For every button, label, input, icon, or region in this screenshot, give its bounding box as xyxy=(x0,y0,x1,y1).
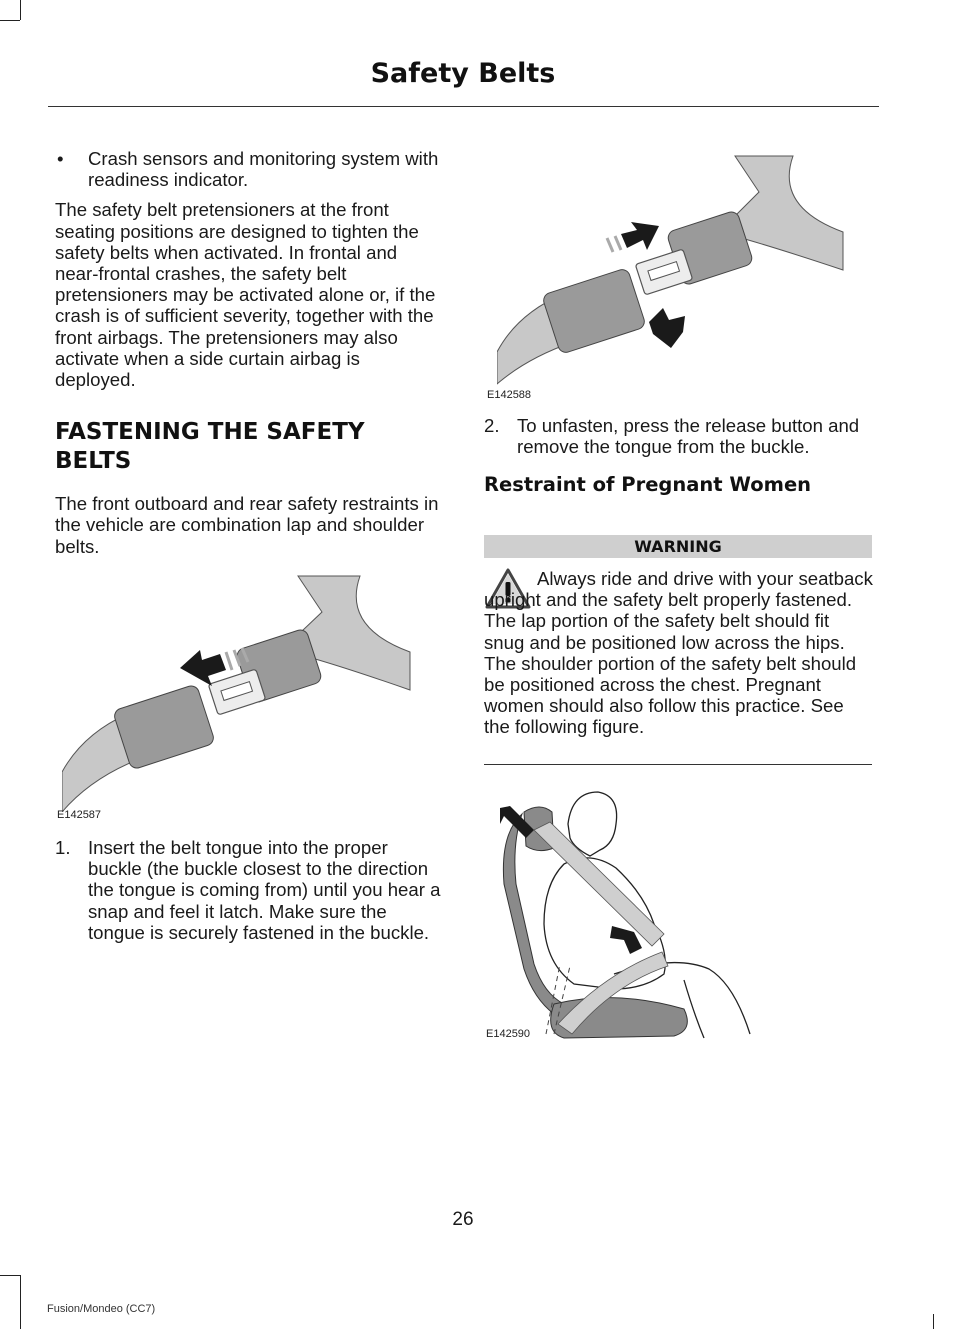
bullet-text: Crash sensors and monitoring system with readiness indicator. xyxy=(88,148,439,191)
bullet-dot: • xyxy=(57,148,64,169)
press-arrow-icon xyxy=(649,308,685,348)
page-number: 26 xyxy=(452,1209,474,1230)
belts-paragraph: The front outboard and rear safety restraints in the vehicle are combination lap and shoulder belts. xyxy=(55,493,439,557)
numbered-step xyxy=(484,415,874,457)
step-number: 2. xyxy=(484,415,500,436)
bullet-item xyxy=(55,148,445,190)
page-title: Safety Belts xyxy=(370,58,556,89)
section-heading: FASTENING THE SAFETY BELTS xyxy=(55,419,365,475)
header-divider xyxy=(48,106,879,107)
crop-mark xyxy=(933,1314,934,1329)
step-text: Insert the belt tongue into the proper buckle (the buckle closest to the direction the tongue is coming from) until you hear a snap and feel it latch. Make sure the tongue is securely fastened in the buckle. xyxy=(88,837,441,943)
pretensioner-paragraph: The safety belt pretensioners at the front seating positions are designed to tighten the safety belts when activated. In frontal and near-frontal crashes, the safety belt pretensioners may be activated alone or, if the crash is of sufficient severity, together with the front airbags. The pretensioners may also activate when a side curtain airbag is deployed. xyxy=(55,199,436,391)
tongue-latch xyxy=(542,268,647,355)
left-column xyxy=(55,148,445,557)
warning-text: Always ride and drive with your seatback upright and the safety belt properly fastened. The lap portion of the safety belt should fit snug and be positioned low across the hips. The shoulder portion of the safety belt should be positioned across the chest. Pregnant women should also follow this practice. See the following figure. xyxy=(484,568,873,738)
figure-label: E142590 xyxy=(486,1028,531,1040)
crop-mark xyxy=(0,20,20,21)
warning-divider xyxy=(484,764,872,765)
buckle-release-figure xyxy=(497,152,847,387)
footer-text: Fusion/Mondeo (CC7) xyxy=(47,1303,156,1315)
step-text: To unfasten, press the release button and remove the tongue from the buckle. xyxy=(517,415,860,458)
step-number: 1. xyxy=(55,837,71,858)
warning-text-block xyxy=(484,568,874,738)
warning-banner: WARNING xyxy=(484,535,872,558)
subsection-heading: Restraint of Pregnant Women xyxy=(484,473,812,497)
motion-lines xyxy=(607,236,621,252)
release-arrow-icon xyxy=(621,222,659,250)
tongue-latch xyxy=(113,684,216,770)
figure-label: E142587 xyxy=(57,809,102,821)
buckle-fasten-figure xyxy=(62,572,412,812)
crop-mark xyxy=(0,1275,20,1276)
step-one xyxy=(55,837,445,943)
crop-mark xyxy=(20,0,21,20)
crop-mark xyxy=(20,1275,21,1329)
pregnant-woman-belt-figure xyxy=(494,784,756,1040)
figure-label: E142588 xyxy=(487,389,532,401)
numbered-step xyxy=(55,837,445,943)
right-column xyxy=(484,415,874,497)
